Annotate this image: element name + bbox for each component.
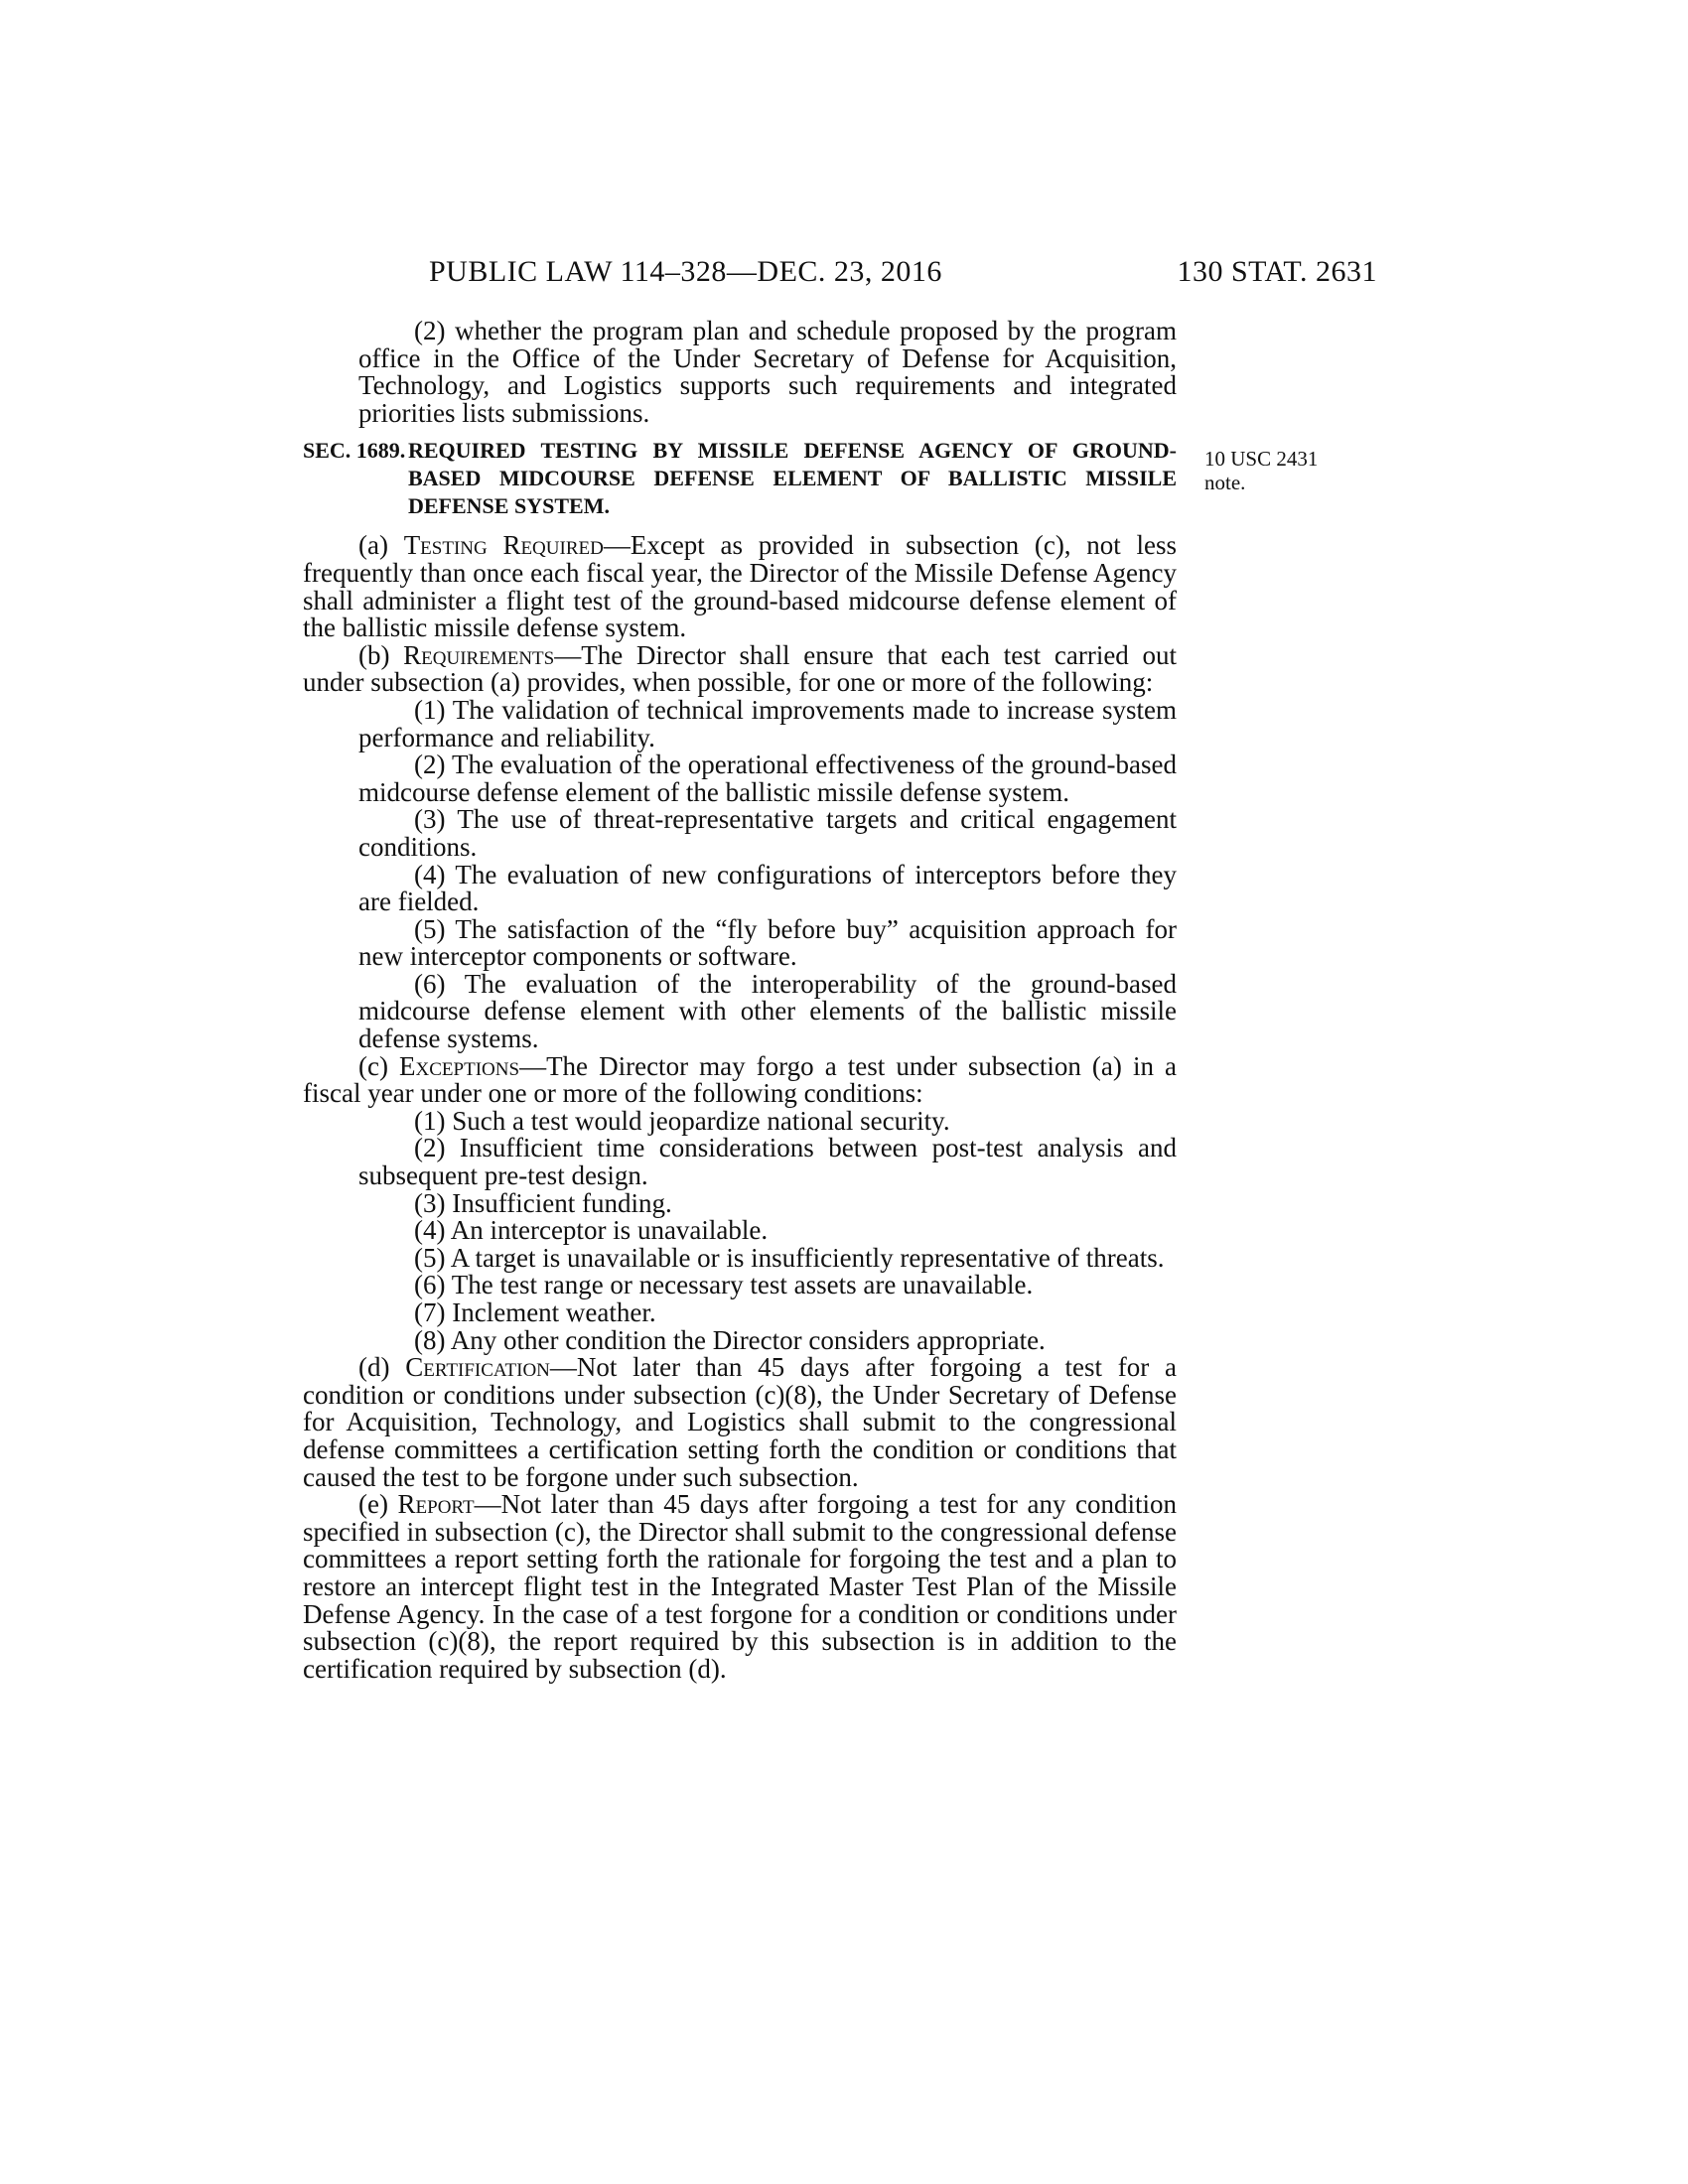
intro-item-2-first-line: (2) whether the program plan and schedule proposed by	[414, 316, 1035, 345]
subsection-b-item: (3) The use of threat-representative targets and critical engagement conditions.	[358, 804, 1177, 862]
subsection-e	[303, 1491, 1177, 1683]
subsection-c-text: —The Director may forgo a test under subsection (a) in a fiscal year under one or more of the following conditions:	[303, 1050, 1178, 1109]
subsection-c-item: (8) Any other condition the Director considers appropriate.	[414, 1324, 1046, 1355]
subsection-d-text: —Not later than 45 days after forgoing a test for a condition or conditions under subsection (c)(8), the Under Secretary of Defense for Acquisition, Technology, and Logistics shall submit to the congressional defense committees a certification setting forth the condition or conditions that caused the test to be forgone under such subsection.	[303, 1352, 1177, 1492]
subsection-c-item: (7) Inclement weather.	[414, 1297, 656, 1327]
section-title: REQUIRED TESTING BY MISSILE DEFENSE AGENCY OF GROUND-BASED MIDCOURSE DEFENSE ELEMENT OF BALLISTIC MISSILE DEFENSE SYSTEM.	[408, 438, 1177, 519]
subsection-c-item: (6) The test range or necessary test assets are unavailable.	[414, 1270, 1034, 1300]
subsection-b-item: (4) The evaluation of new configurations of interceptors before they are fielded.	[358, 859, 1177, 917]
subsection-b	[303, 639, 1177, 698]
subsection-c-heading: Exceptions	[399, 1050, 520, 1081]
subsection-a-text: —Except as provided in subsection (c), not less frequently than once each fiscal year, the Director of the Missile Defense Agency shall administer a flight test of the ground-based midcourse defense element of the ballistic missile defense system.	[303, 530, 1177, 643]
section-number: SEC. 1689.	[303, 438, 406, 464]
stat-page-number: 130 STAT. 2631	[1177, 255, 1377, 288]
subsection-c-item: (4) An interceptor is unavailable.	[414, 1215, 769, 1246]
margin-note-line: note.	[1204, 471, 1246, 494]
subsection-b-item: (2) The evaluation of the operational effectiveness of the ground-based midcourse defense element of the ballistic missile defense system.	[358, 750, 1177, 807]
page-header	[429, 250, 1377, 294]
subsection-b-designation: (b)	[358, 639, 390, 670]
subsection-b-item: (5) The satisfaction of the “fly before buy” acquisition approach for new interceptor components or software.	[358, 913, 1177, 972]
subsection-a	[303, 532, 1177, 641]
margin-citation-note	[1204, 447, 1353, 494]
subsection-b-item: (1) The validation of technical improvements made to increase system performance and reliability.	[358, 694, 1177, 752]
subsection-c-item: (5) A target is unavailable or is insufficiently representative of threats.	[414, 1242, 1165, 1273]
intro-item-2	[303, 318, 1177, 427]
subsection-d-heading: Certification	[405, 1352, 550, 1383]
subsection-e-text: —Not later than 45 days after forgoing a test for any condition specified in subsection (c), the Director shall submit to the congressional defense committees a report setting forth the rationale for forgoing the test and a plan to restore an intercept flight test in the Integrated Master Test Plan of the Missile Defense Agency. In the case of a test forgone for a condition or conditions under subsection (c)(8), the report required by this subsection is in addition to the certification required by subsection (d).	[303, 1489, 1177, 1684]
subsection-c-item: (2) Insufficient time considerations between post-test analysis and subsequent pre-test design.	[358, 1133, 1177, 1191]
subsection-e-designation: (e)	[358, 1489, 388, 1520]
margin-note-line: 10 USC 2431	[1204, 447, 1319, 471]
subsection-b-item: (6) The evaluation of the interoperability of the ground-based midcourse defense element with other elements of the ballistic missile defense systems.	[358, 968, 1177, 1054]
subsection-c	[303, 1050, 1178, 1109]
subsection-b-text: —The Director shall ensure that each test carried out under subsection (a) provides, when possible, for one or more of the following:	[303, 639, 1177, 698]
subsection-c-designation: (c)	[358, 1050, 388, 1081]
subsection-d-designation: (d)	[358, 1352, 390, 1383]
subsection-c-item: (1) Such a test would jeopardize national security.	[414, 1105, 950, 1136]
subsection-c-item: (3) Insufficient funding.	[414, 1187, 672, 1218]
subsection-b-heading: Requirements	[403, 639, 555, 670]
subsection-e-heading: Report	[397, 1489, 475, 1520]
subsection-d	[303, 1354, 1177, 1491]
subsection-a-heading: Testing Required	[403, 530, 604, 561]
running-head: PUBLIC LAW 114–328—DEC. 23, 2016	[429, 255, 942, 288]
subsection-a-designation: (a)	[358, 530, 388, 561]
statute-body	[303, 318, 1177, 1683]
section-heading	[303, 437, 1177, 520]
intro-item-2-rest: the program office in the Office of the Under Secretary of Defense for Acquisition, Technology, and Logistics supports such requirements and integrated priorities lists submissions.	[358, 316, 1178, 428]
